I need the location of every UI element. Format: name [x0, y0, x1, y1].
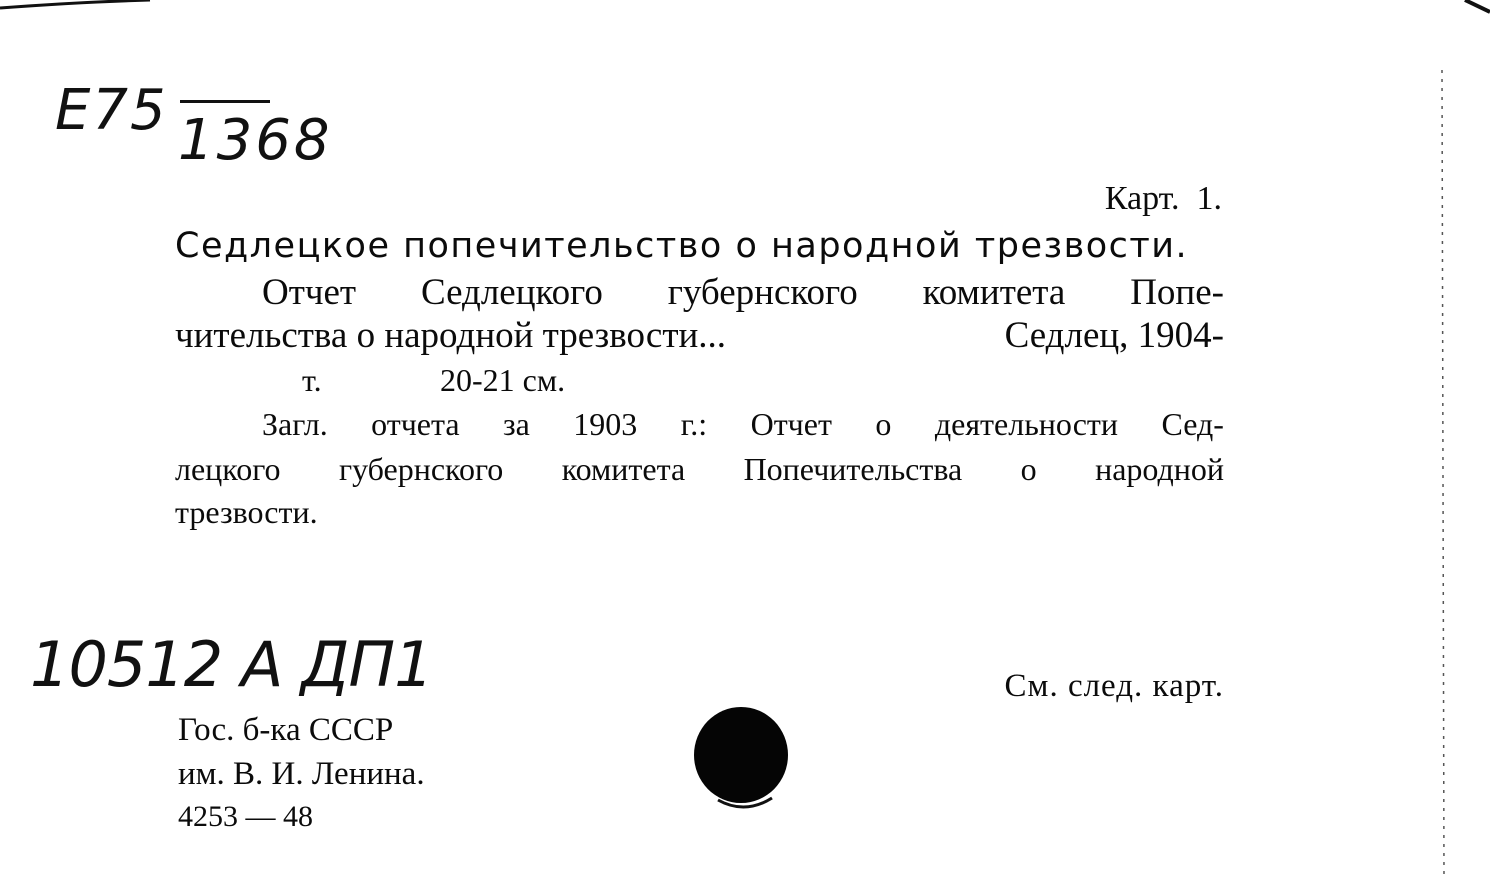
- note-word: о: [1020, 451, 1037, 487]
- shelfmark-number: 1368: [178, 108, 333, 173]
- shelfmark-divider: [180, 100, 270, 103]
- library-line-3: 4253 — 48: [178, 800, 313, 833]
- note-word: Сед-: [1161, 406, 1224, 442]
- top-edge-mark: [0, 0, 150, 8]
- library-line-1: Гос. б-ка СССР: [178, 712, 394, 748]
- title-line-1: [262, 271, 1224, 314]
- physical-volumes: т.: [302, 362, 322, 398]
- right-edge-speckle: [1442, 70, 1444, 880]
- library-line-2: им. В. И. Ленина.: [178, 756, 425, 792]
- note-word: г.:: [680, 406, 708, 442]
- note-word: 1903: [573, 406, 638, 442]
- note-word: Попечительства: [743, 451, 963, 487]
- title-word: Попе-: [1130, 272, 1224, 313]
- note-word: народной: [1095, 451, 1224, 487]
- punch-hole: [694, 707, 788, 803]
- note-word: о: [875, 406, 892, 442]
- corner-edge-mark: [1465, 0, 1490, 12]
- title-word: Отчет: [262, 272, 357, 313]
- card-number: Карт. 1.: [1104, 180, 1222, 217]
- see-next-card: См. след. карт.: [1004, 668, 1224, 704]
- title-line-2: [175, 314, 1224, 357]
- shelfmark-prefix: E75: [55, 78, 168, 143]
- handwritten-code: 10512 А ДП1: [30, 628, 433, 701]
- note-line-1: [262, 406, 1224, 443]
- note-word: отчета: [371, 406, 460, 442]
- note-word: деятельности: [934, 406, 1119, 442]
- note-word: Отчет: [750, 406, 832, 442]
- card-heading: Седлецкое попечительство о народной трезвости.: [175, 226, 1189, 266]
- note-line-3: трезвости.: [175, 494, 318, 530]
- note-word: Загл.: [262, 406, 328, 442]
- note-word: за: [503, 406, 530, 442]
- imprint: Седлец, 1904-: [1004, 315, 1224, 356]
- note-word: лецкого: [175, 451, 281, 487]
- note-line-2: [175, 451, 1224, 488]
- note-word: губернского: [338, 451, 504, 487]
- title-text: чительства о народной трезвости...: [175, 315, 727, 356]
- title-word: губернского: [667, 272, 858, 313]
- title-word: Седлецкого: [420, 272, 603, 313]
- title-word: комитета: [922, 272, 1066, 313]
- note-word: комитета: [561, 451, 686, 487]
- physical-size: 20-21 см.: [440, 362, 566, 398]
